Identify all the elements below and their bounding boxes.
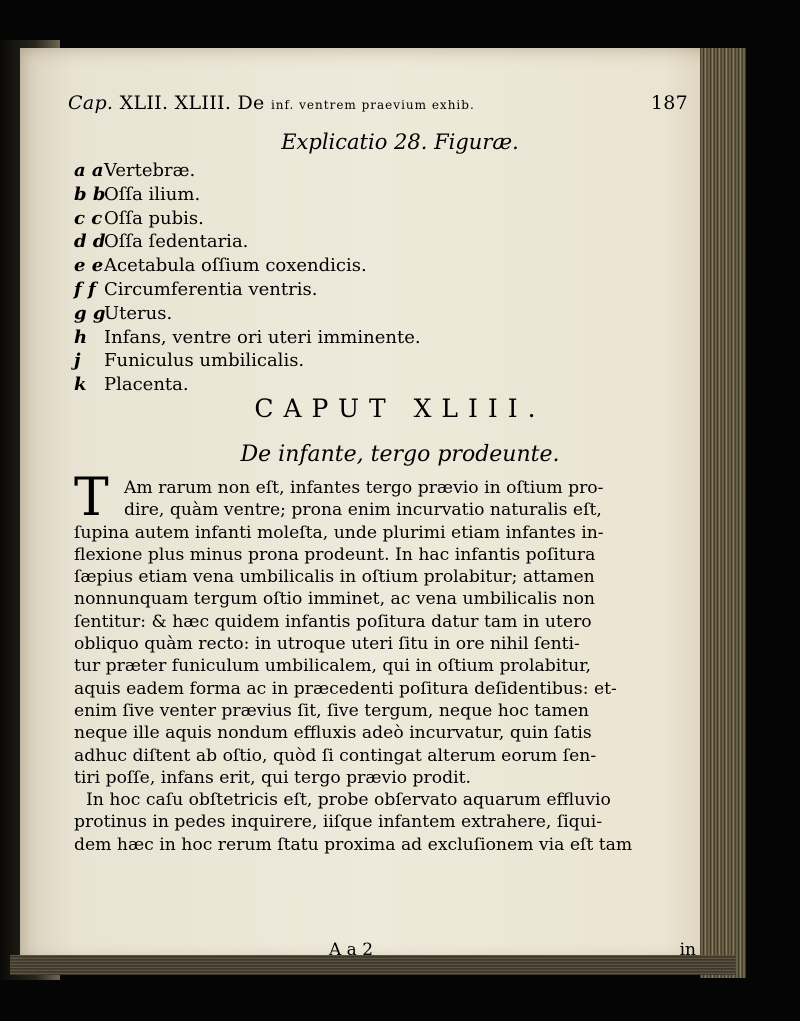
legend-text: Placenta. — [104, 374, 189, 396]
body-line: ſæpius etiam vena umbilicalis in oſtium prolabitur; attamen — [74, 567, 595, 588]
legend-key: e e — [74, 255, 104, 277]
legend-key: k — [74, 374, 87, 396]
legend-item — [74, 255, 574, 279]
legend-key: f f — [74, 278, 96, 300]
legend-item — [74, 208, 574, 232]
legend-key: d d — [74, 231, 106, 253]
page-edges — [700, 48, 746, 978]
chapter-heading: CAPUT XLIII. — [254, 394, 546, 423]
body-line: aquis eadem forma ac in præcedenti poſitura deſidentibus: et- — [74, 678, 617, 699]
legend-item — [74, 184, 574, 208]
legend-key: j — [74, 350, 81, 372]
legend-text: Vertebræ. — [104, 160, 196, 181]
legend-text: Funiculus umbilicalis. — [104, 350, 305, 372]
page-number: 187 — [650, 92, 688, 114]
chapter-subtitle: De infante, tergo prodeunte. — [240, 442, 560, 467]
drop-cap-initial: T — [74, 468, 109, 528]
figure-legend — [74, 160, 574, 398]
body-line: tiri poſſe, infans erit, qui tergo prævio prodit. — [74, 767, 471, 788]
body-line: protinus in pedes inquirere, iiſque infantem extrahere, ſiqui- — [74, 812, 603, 833]
legend-text: Acetabula oſſium coxendicis. — [104, 255, 367, 277]
running-head-chapters: XLII. XLIII. — [119, 92, 232, 114]
body-line: flexione plus minus prona prodeunt. In hac infantis poſitura — [74, 544, 596, 565]
body-line: In hoc caſu obſtetricis eſt, probe obſervato aquarum effluvio — [86, 790, 611, 811]
legend-item — [74, 231, 574, 255]
running-head-de: De — [237, 92, 265, 114]
legend-key: b b — [74, 183, 106, 205]
running-head — [68, 92, 688, 124]
body-line: enim ſive venter prævius ſit, ſive tergum, neque hoc tamen — [74, 700, 589, 721]
legend-text: Uterus. — [104, 302, 173, 324]
body-line: neque ille aquis nondum effluxis adeò incurvatur, quin ſatis — [74, 723, 592, 744]
running-head-rest: inf. ventrem praevium exhib. — [270, 98, 475, 112]
legend-key: a a — [74, 160, 104, 181]
legend-item — [74, 279, 574, 303]
legend-key: h — [74, 326, 88, 348]
body-line: tur præter funiculum umbilicalem, qui in oſtium prolabitur, — [74, 656, 592, 677]
legend-text: Oſſa pubis. — [104, 207, 204, 229]
catchword: in — [679, 940, 696, 960]
legend-text: Oſſa ſedentaria. — [104, 231, 249, 253]
body-line: obliquo quàm recto: in utroque uteri ſitu in ore nihil ſenti- — [74, 634, 580, 655]
legend-text: Oſſa ilium. — [104, 183, 201, 205]
catchline — [74, 940, 700, 960]
body-line: adhuc diſtent ab oſtio, quòd ſi contingat alterum eorum ſen- — [74, 745, 597, 766]
body-line: ſupina autem infanti moleſta, unde plurimi etiam infantes in- — [74, 522, 604, 543]
legend-item — [74, 303, 574, 327]
legend-key: c c — [74, 207, 103, 229]
body-line: Am rarum non eſt, infantes tergo prævio in oſtium pro- — [124, 478, 604, 498]
explicatio-title: Explicatio 28. Figuræ. — [281, 130, 519, 154]
body-line: ſentitur: & hæc quidem infantis poſitura datur tam in utero — [74, 611, 592, 632]
legend-item — [74, 160, 574, 184]
body-line: dire, quàm ventre; prona enim incurvatio naturalis eſt, — [124, 500, 602, 521]
signature-mark: A a 2 — [329, 940, 374, 960]
legend-text: Infans, ventre ori uteri imminente. — [104, 326, 421, 348]
running-head-cap: Cap. — [68, 92, 114, 114]
legend-item — [74, 350, 574, 374]
body-line: nonnunquam tergum oſtio imminet, ac vena umbilicalis non — [74, 589, 595, 610]
legend-key: g g — [74, 302, 106, 324]
body-line: dem hæc in hoc rerum ſtatu proxima ad excluſionem via eſt tam — [74, 834, 633, 855]
legend-text: Circumferentia ventris. — [104, 278, 318, 300]
body-text — [74, 478, 700, 857]
legend-item — [74, 327, 574, 351]
